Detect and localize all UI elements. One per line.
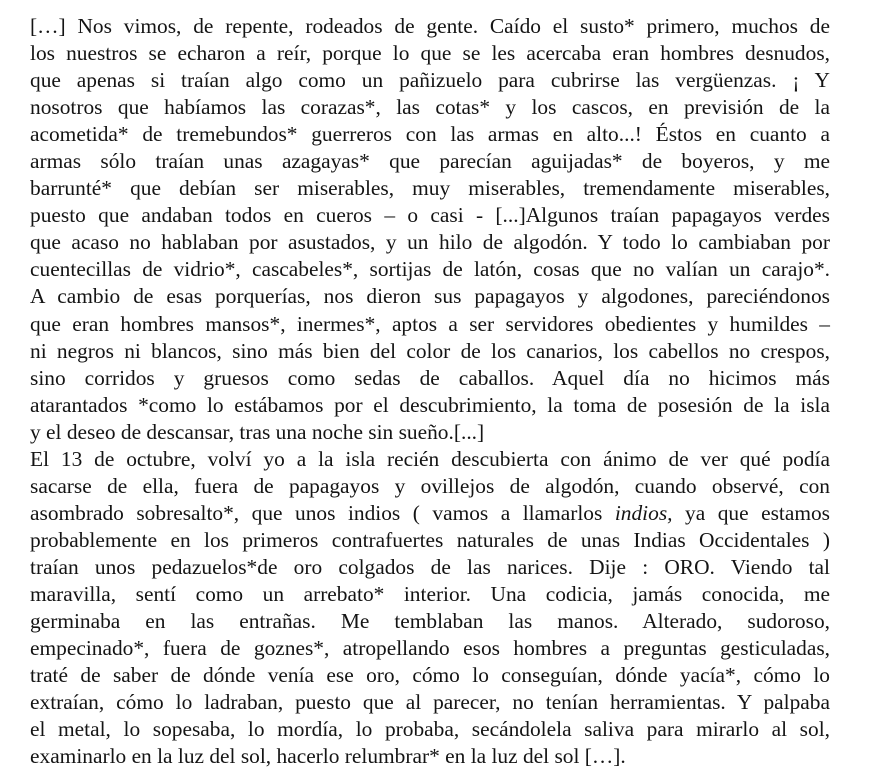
italic-word: indios, bbox=[614, 500, 673, 525]
text-line: ni negros ni blancos, sino más bien del color de los canarios, los cabellos no crespos, bbox=[30, 338, 830, 363]
text-line-with-italic bbox=[30, 500, 830, 527]
text-line: extraían, cómo lo ladraban, puesto que al parecer, no tenían herramientas. Y palpaba bbox=[30, 690, 830, 715]
text-line: armas sólo traían unas azagayas* que parecían aguijadas* de boyeros, y me bbox=[30, 149, 830, 174]
text-line: […] Nos vimos, de repente, rodeados de gente. Caído el susto* primero, muchos de bbox=[30, 14, 830, 38]
text-line: que acaso no hablaban por asustados, y un hilo de algodón. Y todo lo cambiaban por bbox=[30, 230, 830, 255]
text-line: traían unos pedazuelos*de oro colgados de las narices. Dije : ORO. Viendo tal bbox=[30, 554, 830, 579]
text-line: El 13 de octubre, volví yo a la isla recién descubierta con ánimo de ver qué podía bbox=[30, 446, 830, 471]
text-line: traté de saber de dónde venía ese oro, cómo lo conseguían, dónde yacía*, cómo lo bbox=[30, 663, 830, 688]
text-line: nosotros que habíamos las corazas*, las cotas* y los cascos, en previsión de la bbox=[30, 95, 830, 120]
text-line: y el deseo de descansar, tras una noche sin sueño.[...] bbox=[30, 419, 485, 444]
text-line: que apenas si traían algo como un pañizuelo para cubrirse las vergüenzas. ¡ Y bbox=[30, 68, 830, 93]
text-line: maravilla, sentí como un arrebato* interior. Una codicia, jamás conocida, me bbox=[30, 581, 830, 606]
text-line: atarantados *como lo estábamos por el descubrimiento, la toma de posesión de la isla bbox=[30, 392, 830, 417]
text-line: cuentecillas de vidrio*, cascabeles*, sortijas de latón, cosas que no valían un carajo*. bbox=[30, 257, 830, 282]
text-line: probablemente en los primeros contrafuertes naturales de unas Indias Occidentales ) bbox=[30, 527, 830, 552]
text-line: empecinado*, fuera de goznes*, atropellando esos hombres a preguntas gesticuladas, bbox=[30, 636, 830, 661]
text-line: puesto que andaban todos en cueros – o casi - [...]Algunos traían papagayos verdes bbox=[30, 203, 830, 228]
text-line: los nuestros se echaron a reír, porque lo que se les acercaba eran hombres desnudos, bbox=[30, 41, 830, 66]
text-line: examinarlo en la luz del sol, hacerlo relumbrar* en la luz del sol […]. bbox=[30, 744, 626, 769]
text-line: sino corridos y gruesos como sedas de caballos. Aquel día no hicimos más bbox=[30, 365, 830, 390]
text-line: que eran hombres mansos*, inermes*, aptos a ser servidores obedientes y humildes – bbox=[30, 311, 830, 336]
text-line: A cambio de esas porquerías, nos dieron sus papagayos y algodones, pareciéndonos bbox=[30, 284, 830, 309]
text-line: barrunté* que debían ser miserables, muy miserables, tremendamente miserables, bbox=[30, 176, 830, 201]
text-line: germinaba en las entrañas. Me temblaban las manos. Alterado, sudoroso, bbox=[30, 609, 830, 634]
text-line: sacarse de ella, fuera de papagayos y ovillejos de algodón, cuando observé, con bbox=[30, 473, 830, 498]
text-segment: ya que estamos bbox=[672, 500, 831, 525]
text-line: el metal, lo sopesaba, lo mordía, lo probaba, secándolela saliva para mirarlo al sol, bbox=[30, 717, 830, 742]
document-page bbox=[30, 13, 830, 770]
text-line: acometida* de tremebundos* guerreros con las armas en alto...! Éstos en cuanto a bbox=[30, 122, 830, 147]
text-segment: asombrado sobresalto*, que unos indios ( vamos a llamarlos bbox=[30, 500, 615, 525]
